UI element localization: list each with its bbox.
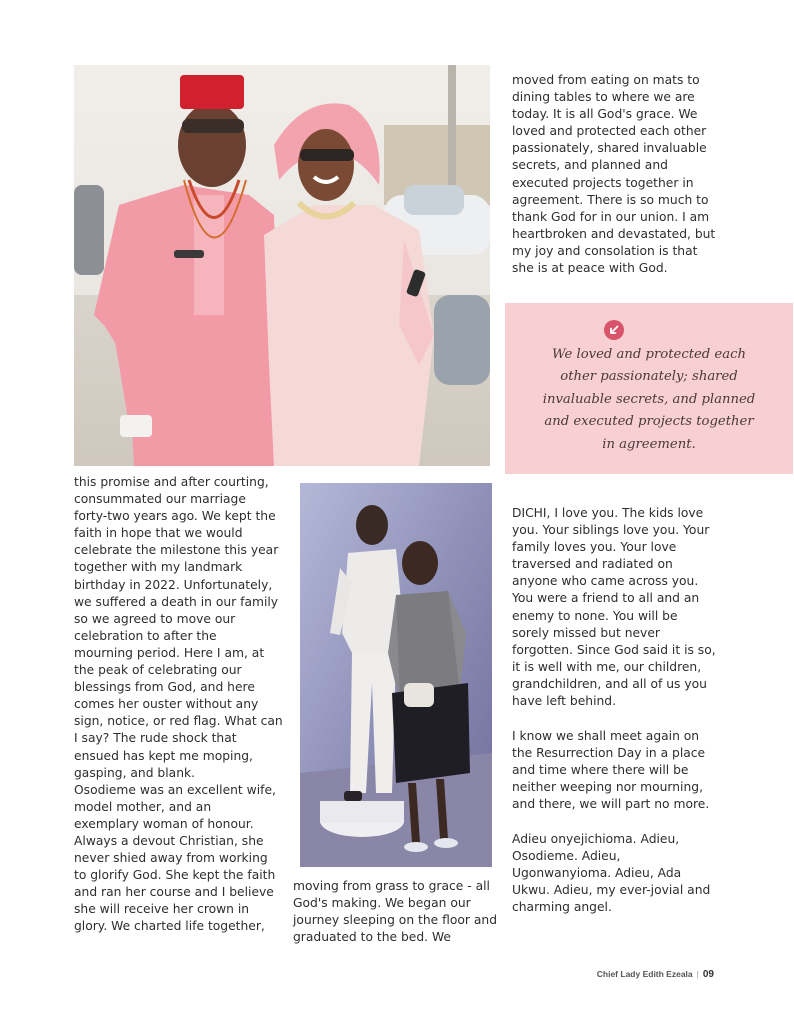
page-number: 09 (702, 969, 714, 980)
body-text-right-3: Adieu onyejichioma. Adieu, Osodieme. Adieu, Ugonwanyioma. Adieu, Ada Ukwu. Adieu, my ever-jovial and charming angel. (512, 832, 711, 915)
couple-photo-vintage-art (300, 483, 492, 867)
body-text-right-2: I know we shall meet again on the Resurrection Day in a place and time where there will be neither weeping nor mourning, and there, we will part no more. (512, 729, 710, 812)
couple-photo-color-art (74, 65, 490, 466)
couple-photo-vintage (300, 483, 492, 867)
body-text-right-1: DICHI, I love you. The kids love you. Your siblings love you. Your family loves you. Your love traversed and radiated on anyone who came across you. You were a friend to all and an enemy to none. You will be sorely missed but never forgotten. Since God said it is so, it is well with me, our children, grandchildren, and all of us you have left behind. (512, 506, 716, 709)
body-text-right-top: moved from eating on mats to dining tables to where we are today. It is all God's grace. We loved and protected each other passionately, shared invaluable secrets, and planned and executed projects together in agreement. There is so much to thank God for in our union. I am heartbroken and devastated, but my joy and consolation is that she is at peace with God. (512, 73, 716, 276)
pull-quote-box (505, 303, 793, 474)
body-text-left: this promise and after courting, consummated our marriage forty-two years ago. We kept the faith in hope that we would celebrate the milestone this year together with my landmark birthday in 2022. Unfortunately, we suffered a death in our family so we agreed to move our celebration to after the mourning period. Here I am, at the peak of celebrating our blessings from God, and here comes her ouster without any sign, notice, or red flag. What can I say? The rude shock that ensued has kept me moping, gasping, and blank. Osodieme was an excellent wife, model mother, and an exemplary woman of honour. Always a devout Christian, she never shied away from working to glorify God. She kept the faith and ran her course and I believe she will receive her crown in glory. We charted life together, (74, 475, 283, 934)
footer-author-name: Chief Lady Edith Ezeala (596, 969, 693, 979)
page-footer (597, 969, 714, 980)
pull-quote-text: We loved and protected each other passionately; shared invaluable secrets, and planned and executed projects together in agreement. (542, 347, 756, 452)
couple-photo-color (74, 65, 490, 466)
footer-separator: | (696, 969, 699, 979)
body-text-middle: moving from grass to grace - all God's making. We began our journey sleeping on the floor and graduated to the bed. We (293, 879, 498, 945)
arrow-icon (604, 320, 624, 340)
